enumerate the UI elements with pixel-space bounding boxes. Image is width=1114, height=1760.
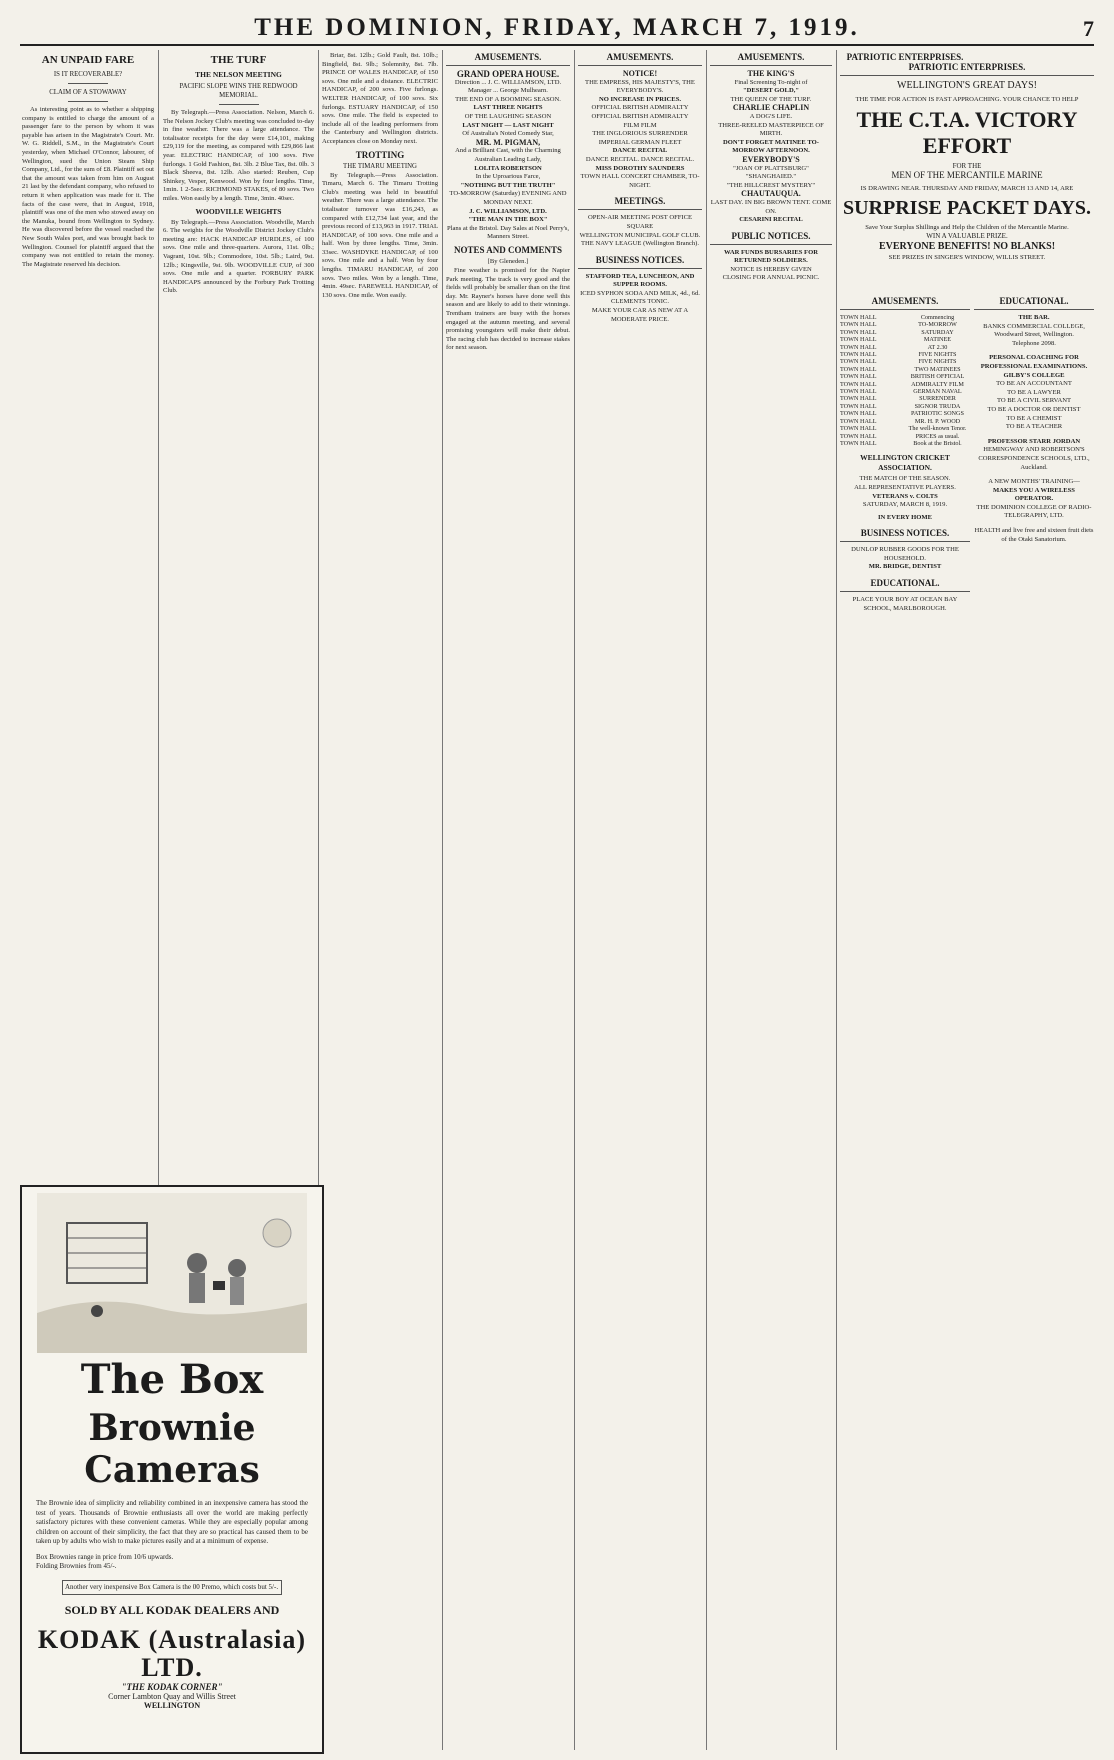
article-body: By Telegraph.—Press Association. Woodville, March 6. The weights for the Woodville District Jockey Club's meeting are: HACK HANDICAP HURDLES, of 100 sovs. One mile and three-quarters. Aurora, 11st. 0lb.; Vagrant, 10st. 9lb.; Commodore, 10st. 5lb.; Laird, 9st. 12lb.; Kingsville, 9st. 9lb. WOODVILLE CUP, of 300 sovs. One mile and a quarter. FORBURY PARK HANDICAPS announced by the Forbury Park Trotting Club. xyxy=(163,218,314,295)
ad-line: THE MATCH OF THE SEASON. xyxy=(859,475,951,483)
town-hall-left-item: TOWN HALL xyxy=(840,358,877,366)
article-body: Briar, 8st. 12lb.; Gold Fault, 8st. 10lb.; Bingfield, 8st. 9lb.; Solemnity, 8st. 7lb. PRINCE OF WALES HANDICAP, of 150 sovs. One mile and a distance. ELECTRIC HANDICAP, of 200 sovs. Five furlongs. WELTER HANDICAP, of 100 sovs. Six furlongs. ESTUARY HANDICAP, of 150 sovs. One mile. The field is expected to include all of the leading performers from the Canterbury and Wellington districts. Acceptances close on Monday next. xyxy=(322,52,438,145)
ad-line: THE QUEEN OF THE TURF. xyxy=(730,95,812,103)
ad-line: MAKES YOU A WIRELESS OPERATOR. xyxy=(993,486,1075,503)
ad-line: TO BE A CHEMIST xyxy=(1006,414,1062,422)
headline: AN UNPAID FARE xyxy=(41,54,135,66)
section-header: EDUCATIONAL. xyxy=(974,296,1094,310)
town-hall-right-item: AT 2.30 xyxy=(927,343,948,351)
ad-line: NOTICE IS HEREBY GIVEN xyxy=(730,265,812,273)
ad-line: LAST NIGHT — LAST NIGHT xyxy=(462,121,554,129)
dek: PACIFIC SLOPE WINS THE REDWOOD MEMORIAL. xyxy=(179,83,298,99)
ad-line: FILM FILM xyxy=(623,121,657,129)
town-hall-left-item: TOWN HALL xyxy=(840,343,877,351)
section-header: PATRIOTIC ENTERPRISES. xyxy=(840,52,970,66)
ad-line: CESARINI RECITAL xyxy=(739,216,803,224)
kodak-brownie-ad xyxy=(20,1185,324,1754)
ad-line: DANCE RECITAL. DANCE RECITAL. xyxy=(585,155,695,163)
kodak-corner: "THE KODAK CORNER" xyxy=(121,1682,223,1692)
ad-line: VETERANS v. COLTS xyxy=(872,492,938,500)
town-hall-right-item: GERMAN NAVAL xyxy=(913,388,962,396)
ad-line: STAFFORD TEA, LUNCHEON, AND SUPPER ROOMS. xyxy=(585,272,695,289)
ad-line: NO INCREASE IN PRICES. xyxy=(598,95,682,103)
ad-line: J. C. WILLIAMSON, LTD. xyxy=(469,207,547,215)
town-hall-right-item: TO-MORROW xyxy=(918,321,957,329)
ad-line: OFFICIAL BRITISH ADMIRALTY OFFICIAL BRITISH ADMIRALTY xyxy=(591,104,689,120)
page-number: 7 xyxy=(1083,16,1094,41)
town-hall-right-item: BRITISH OFFICIAL xyxy=(910,373,965,381)
ad-body: The Brownie idea of simplicity and reliability combined in an inexpensive camera has stood the test of years. Thousands of Brownie enthusiasts all over the world are making perfectly satisfactory pictures with these convenient cameras. While they are especially popular among children on account of their simplicity, the fact that they are so practical has caused them to be taken up by adults who wish to make pictures easily and at a minimum of expense. xyxy=(36,1499,308,1545)
ad-line: TO BE AN ACCOUNTANT xyxy=(996,380,1072,388)
ad-line: Telephone 2098. xyxy=(1012,339,1056,347)
divider xyxy=(68,83,108,84)
column-rule xyxy=(706,50,707,1750)
ad-line: Manager ... George Mulhearn. xyxy=(468,87,548,95)
section-header: PUBLIC NOTICES. xyxy=(710,231,832,245)
subheadline: CLAIM OF A STOWAWAY xyxy=(49,89,127,96)
column-rule xyxy=(442,50,443,1750)
ad-headline: THE C.T.A. VICTORY EFFORT xyxy=(856,107,1078,158)
ad-line: TO BE A CIVIL SERVANT xyxy=(996,397,1072,405)
ad-title: THE KING'S xyxy=(747,69,795,78)
byline: [By Gleneden.] xyxy=(487,258,529,266)
ad-line: TO BE A LAWYER xyxy=(1007,388,1061,396)
subheadline: THE NELSON MEETING xyxy=(195,70,282,79)
town-hall-left-item: TOWN HALL xyxy=(840,388,877,396)
ad-line: THE END OF A BOOMING SEASON. xyxy=(455,95,561,103)
ad-line: "THE MAN IN THE BOX" xyxy=(468,216,548,224)
ad-line: "SHANGHAIED." xyxy=(745,173,797,181)
ad-line: THE EMPRESS, HIS MAJESTY'S, THE EVERYBODY'S. xyxy=(585,78,695,95)
ad-line: CLOSING FOR ANNUAL PICNIC. xyxy=(722,274,820,282)
ad-headline-brownie: Brownie Cameras xyxy=(84,1407,260,1491)
town-hall-left-item: TOWN HALL xyxy=(840,432,877,440)
ad-headline-box: The Box xyxy=(80,1356,264,1403)
ad-title: WELLINGTON CRICKET ASSOCIATION. xyxy=(860,453,950,473)
kodak-name: KODAK (Australasia) LTD. xyxy=(37,1625,307,1682)
subheadline: WOODVILLE WEIGHTS xyxy=(195,206,282,216)
town-hall-left-item: TOWN HALL xyxy=(840,439,877,447)
ad-line: IMPERIAL GERMAN FLEET xyxy=(598,138,682,146)
column-unpaid-fare xyxy=(22,52,154,1180)
ad-line: EVERYONE BENEFITS! NO BLANKS! xyxy=(878,241,1056,252)
ad-line: ALL REPRESENTATIVE PLAYERS. xyxy=(854,483,956,491)
town-hall-left-item: TOWN HALL xyxy=(840,395,877,403)
ad-line: THREE-REELED MASTERPIECE OF MIRTH. xyxy=(718,121,824,138)
subheadline: IS IT RECOVERABLE? xyxy=(53,71,123,78)
ad-line: CHARLIE CHAPLIN xyxy=(732,103,810,113)
column-amusements-opera xyxy=(446,52,570,1752)
town-hall-right-item: The well-known Tenor. xyxy=(908,425,967,433)
town-hall-right-item: MR. H. P. WOOD xyxy=(914,417,961,425)
ad-title: EVERYBODY'S xyxy=(742,154,800,164)
ad-line: LOLITA ROBERTSON xyxy=(474,164,542,172)
ad-line: MEN OF THE MERCANTILE MARINE xyxy=(891,170,1043,180)
town-hall-ad xyxy=(840,314,970,447)
ad-line: GILBY'S COLLEGE xyxy=(1003,371,1065,379)
town-hall-left-item: TOWN HALL xyxy=(840,328,877,336)
ad-line: MISS DOROTHY SAUNDERS xyxy=(595,164,685,172)
ad-line: TO BE A TEACHER xyxy=(1005,423,1063,431)
ad-line: CLEMENTS TONIC. xyxy=(610,298,669,306)
ad-title: GRAND OPERA HOUSE. xyxy=(456,69,560,79)
ad-title: CHAUTAUQUA. xyxy=(741,189,801,199)
ad-line: "JOAN OF PLATTSBURG" xyxy=(733,164,809,172)
article-body: As interesting point as to whether a shipping company is entitled to charge the amount of a passenger fare to the person by whom it was payable has arisen in the Magistrate's Court. Mr. W. G. Riddell, S.M., in the Magistrate's Court yesterday, when Michael O'Connor, labourer, of Wellington, sued the Union Steam Ship Company, Ltd., for the sum of £8. Plaintiff set out that the amount was taken from him on August 21 last by the defendant company, who refused to return it when application was made for it. The facts of the case were, that in August, 1918, plaintiff was one of the men who stowed away on the Manuka, bound from Wellington to Sydney. He was discovered before the vessel reached the New South Wales port, and was brought back to Wellington. Counsel for plaintiff argued that the company was not entitled to retain the money. The Magistrate reserved his decision. xyxy=(22,106,154,268)
ad-line: WIN A VALUABLE PRIZE. xyxy=(926,232,1008,240)
town-hall-left-item: TOWN HALL xyxy=(840,380,877,388)
ad-line: TO BE A DOCTOR OR DENTIST xyxy=(987,405,1081,413)
ad-line: And a Brilliant Cast, with the Charming Australian Leading Lady, xyxy=(455,147,561,163)
ad-line: IN EVERY HOME xyxy=(877,513,933,521)
ad-line: Final Screening To-night of xyxy=(734,78,808,86)
masthead-title: THE DOMINION, FRIDAY, MARCH 7, 1919. xyxy=(254,14,860,41)
town-hall-right-item: SATURDAY xyxy=(921,328,954,336)
town-hall-right-item: Commencing xyxy=(920,314,955,321)
ad-sold-by: SOLD BY ALL KODAK DEALERS AND xyxy=(64,1603,280,1617)
ad-line: TO-MORROW (Saturday) EVENING AND MONDAY NEXT. xyxy=(449,190,567,206)
ad-line: TOWN HALL CONCERT CHAMBER, TO-NIGHT. xyxy=(580,173,700,189)
ad-line: MR. M. PIGMAN, xyxy=(475,137,541,147)
town-hall-left-item: TOWN HALL xyxy=(840,373,877,381)
section-header: AMUSEMENTS. xyxy=(840,296,970,310)
headline: THE TURF xyxy=(210,54,267,66)
town-hall-right-item: PATRIOTIC SONGS xyxy=(911,410,964,418)
divider xyxy=(219,104,259,105)
ad-line: A NEW MONTHS' TRAINING— xyxy=(988,478,1080,486)
section-header: MEETINGS. xyxy=(578,196,702,210)
ad-line: LAST THREE NIGHTS xyxy=(473,104,543,112)
ad-line: WAR FUNDS BURSARIES FOR RETURNED SOLDIERS. xyxy=(724,248,818,265)
article-body: Fine weather is promised for the Napier Park meeting. The track is very good and the fields will probably be smaller than on the first day. Mr. Rayner's horses have done well this season and are likely to add to their winnings. Trentham trainers are busy with the horses engaged at the autumn meeting, and several promising youngsters will make their debut. The racing club has decided to increase stakes for next season. xyxy=(446,267,570,352)
ad-line: "DESERT GOLD," xyxy=(742,87,800,95)
town-hall-left-item: TOWN HALL xyxy=(840,351,877,359)
town-hall-right-list xyxy=(905,314,970,447)
ad-line: A DOG'S LIFE. xyxy=(749,112,793,120)
town-hall-right-item: SIGNOR TRUDA xyxy=(914,402,961,410)
section-header: PATRIOTIC ENTERPRISES. xyxy=(840,62,1094,76)
kodak-address: Corner Lambton Quay and Willis Street xyxy=(108,1692,236,1701)
ad-line: PERSONAL COACHING FOR PROFESSIONAL EXAMINATIONS. xyxy=(980,354,1088,370)
ad-prices: Box Brownies range in price from 10/6 upwards. xyxy=(36,1552,174,1561)
ad-line: BANKS COMMERCIAL COLLEGE, Woodward Street, Wellington. xyxy=(983,322,1085,339)
town-hall-left-item: TOWN HALL xyxy=(840,410,877,418)
town-hall-right-item: SURRENDER xyxy=(919,395,956,403)
masthead xyxy=(20,10,1094,46)
town-hall-left-item: TOWN HALL xyxy=(840,336,877,344)
town-hall-right-item: PRICES as usual. xyxy=(915,432,960,440)
section-header: BUSINESS NOTICES. xyxy=(840,528,970,542)
column-amusements-kings xyxy=(710,52,832,1752)
ad-line: THE DOMINION COLLEGE OF RADIO-TELEGRAPHY, LTD. xyxy=(976,503,1092,520)
town-hall-left-item: TOWN HALL xyxy=(840,314,877,321)
ad-line: "NOTHING BUT THE TRUTH" xyxy=(460,181,556,189)
town-hall-right-item: Book at the Bristol. xyxy=(913,439,962,447)
town-hall-left-item: TOWN HALL xyxy=(840,321,877,329)
ad-line: HEMINGWAY AND ROBERTSON'S CORRESPONDENCE SCHOOLS, LTD., Auckland. xyxy=(978,446,1090,471)
town-hall-right-item: TWO MATINEES xyxy=(914,365,961,373)
ad-line: SEE PRIZES IN SINGER'S WINDOW, WILLIS STREET. xyxy=(888,254,1046,261)
town-hall-left-item: TOWN HALL xyxy=(840,417,877,425)
article-body: By Telegraph.—Press Association. Nelson, March 6. The Nelson Jockey Club's meeting was concluded to-day in fine weather. There was a large attendance. The totalisator receipts for the day were £14,101, making £29,119 for the meeting, as compared with £29,866 last year. ELECTRIC HANDICAP, of 100 sovs. Five furlongs. 1 Gold Fashion, 8st. 3lb. 2 Blue Tax, 8st. 0lb. 3 Black Sheeva, 8st. 12lb. Also started: Reuben, Cup Shinkey, Vesper, Kenwood. Won by four lengths. Time, 1min. 1 2-5sec. RICHMOND STAKES, of 80 sovs. Two miles. Won easily by a length. Time, 3min. 40sec. xyxy=(163,109,314,202)
town-hall-left-item: TOWN HALL xyxy=(840,402,877,410)
subheadline: THE TIMARU MEETING xyxy=(343,162,417,170)
cta-victory-ad xyxy=(840,62,1094,292)
ad-line: THE INGLORIOUS SURRENDER xyxy=(592,130,688,138)
section-header: BUSINESS NOTICES. xyxy=(578,255,702,269)
town-hall-left-list xyxy=(840,314,905,447)
ad-headline: SURPRISE PACKET DAYS. xyxy=(842,197,1092,219)
town-hall-right-item: ADMIRALTY FILM xyxy=(911,380,964,388)
ad-line: SATURDAY, MARCH 8, 1919. xyxy=(862,501,948,509)
column-educational xyxy=(974,296,1094,1746)
ad-line: OPEN-AIR MEETING POST OFFICE SQUARE xyxy=(587,214,693,230)
ad-line: MR. BRIDGE, DENTIST xyxy=(868,563,942,571)
ad-line: PROFESSOR STARR JORDAN xyxy=(987,437,1081,445)
ad-line: WELLINGTON'S GREAT DAYS! xyxy=(897,80,1037,91)
ad-line: ICED SYPHON SODA AND MILK, 4d., 6d. xyxy=(580,289,700,297)
column-amusements-townhall xyxy=(840,296,970,1746)
ad-line: PLACE YOUR BOY AT OCEAN BAY SCHOOL, MARLBOROUGH. xyxy=(852,596,958,612)
section-header: EDUCATIONAL. xyxy=(840,578,970,592)
town-hall-right-item: MATINEE xyxy=(923,336,952,344)
ad-line: WELLINGTON MUNICIPAL GOLF CLUB. xyxy=(579,231,701,239)
ad-line: Save Your Surplus Shillings and Help the Children of the Mercantile Marine. xyxy=(865,224,1069,231)
ad-line: THE NAVY LEAGUE (Wellington Branch). xyxy=(581,240,699,248)
ad-line: Of Australia's Noted Comedy Star, xyxy=(462,130,554,138)
town-hall-right-item: FIVE NIGHTS xyxy=(918,358,957,366)
town-hall-left-item: TOWN HALL xyxy=(840,365,877,373)
section-header: NOTES AND COMMENTS xyxy=(453,244,562,255)
ad-line: DUNLOP RUBBER GOODS FOR THE HOUSEHOLD. xyxy=(851,546,959,562)
ad-line: Plans at the Bristol. Day Sales at Noel Perry's, Manners Street. xyxy=(446,224,570,241)
column-turf xyxy=(163,52,314,1180)
ad-line: In the Uproarious Farce, xyxy=(475,173,541,181)
section-header: AMUSEMENTS. xyxy=(710,52,832,66)
column-rule xyxy=(836,50,837,1750)
column-amusements-films xyxy=(578,52,702,1752)
ad-title: NOTICE! xyxy=(622,69,658,78)
section-header: AMUSEMENTS. xyxy=(446,52,570,66)
divider xyxy=(68,101,108,102)
ad-line: THE TIME FOR ACTION IS FAST APPROACHING. YOUR CHANCE TO HELP xyxy=(855,96,1079,103)
ad-line: OF THE LAUGHING SEASON xyxy=(464,112,552,120)
town-hall-left-item: TOWN HALL xyxy=(840,425,877,433)
town-hall-right-item: FIVE NIGHTS xyxy=(918,351,957,359)
ad-line: LAST DAY. IN BIG BROWN TENT. COME ON. xyxy=(710,198,832,215)
section-header: AMUSEMENTS. xyxy=(578,52,702,66)
ad-line: FOR THE xyxy=(952,162,982,170)
ad-line: IS DRAWING NEAR. THURSDAY AND FRIDAY, MARCH 13 AND 14, ARE xyxy=(860,185,1074,192)
children-illustration xyxy=(37,1193,307,1353)
ad-line: HEALTH and live free and sixteen fruit diets of the Otaki Sanatorium. xyxy=(974,527,1094,543)
article-body: By Telegraph.—Press Association. Timaru, March 6. The Timaru Trotting Club's meeting was held in beautiful weather. There was a large attendance. The totalisator turnover was £16,243, as compared with £12,734 last year, and the previous record of £13,963 in 1917. TRIAL HANDICAP, of 100 sovs. One mile and a half. Won by three lengths. Time, 3min. 33sec. WASHDYKE HANDICAP, of 100 sovs. One mile and a half. Won by four lengths. TIMARU HANDICAP, of 200 sovs. Two miles. Won by a length. Time, 4min. 49sec. FAREWELL HANDICAP, of 130 sovs. One mile. Won easily. xyxy=(322,171,438,299)
ad-line: THE BAR. xyxy=(1018,314,1050,321)
ad-line: Direction ... J. C. WILLIAMSON, LTD. xyxy=(454,78,562,86)
ad-line: MAKE YOUR CAR AS NEW AT A MODERATE PRICE. xyxy=(591,307,689,323)
ad-folding: Folding Brownies from 45/-. xyxy=(36,1562,117,1570)
ad-another: Another very inexpensive Box Camera is the 00 Premo, which costs but 5/-. xyxy=(62,1580,282,1596)
ad-line: DANCE RECITAL xyxy=(612,147,668,155)
kodak-city: WELLINGTON xyxy=(143,1701,201,1710)
ad-line: "THE HILLCREST MYSTERY" xyxy=(726,181,816,189)
ad-line: DON'T FORGET MATINEE TO-MORROW AFTERNOON. xyxy=(723,138,819,155)
column-rule xyxy=(574,50,575,1750)
subheadline: TROTTING xyxy=(355,149,405,160)
column-racing-continued xyxy=(322,52,438,1752)
